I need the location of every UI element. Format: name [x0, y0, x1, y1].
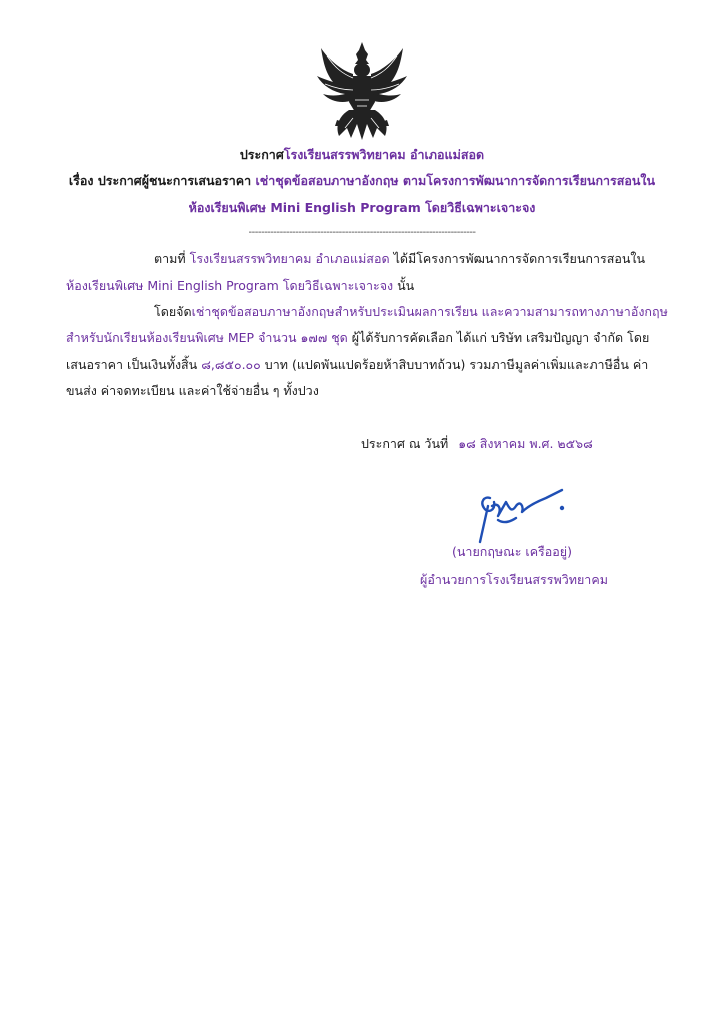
p2-line2-rest: ผู้ได้รับการคัดเลือก ได้แก่ บริษัท เสริมปัญญา จำกัด โดย — [351, 330, 650, 345]
announcement-date — [361, 434, 593, 454]
p1-line2-end: นั้น — [397, 278, 415, 293]
announcement-title — [0, 145, 724, 165]
p1-line2-purple: ห้องเรียนพิเศษ Mini English Program โดยวิธีเฉพาะเจาะจง — [66, 278, 394, 293]
p2-item: เช่าชุดข้อสอบภาษาอังกฤษสำหรับประเมินผลการเรียน และความสามารถทางภาษาอังกฤษ — [191, 304, 668, 319]
p1-rest: ได้มีโครงการพัฒนาการจัดการเรียนการสอนใน — [393, 251, 646, 266]
p2-lead: โดยจัด — [154, 304, 192, 319]
garuda-emblem-icon — [313, 40, 411, 142]
date-value: ๑๘ สิงหาคม พ.ศ. ๒๕๖๘ — [458, 436, 593, 451]
paragraph-2-line-4: ขนส่ง ค่าจดทะเบียน และค่าใช้จ่ายอื่น ๆ ทั้งปวง — [66, 383, 319, 398]
subject-text-1: เช่าชุดข้อสอบภาษาอังกฤษ ตามโครงการพัฒนาการจัดการเรียนการสอนใน — [255, 173, 656, 188]
paragraph-2-line-1 — [154, 302, 668, 322]
signature-icon — [470, 484, 570, 546]
p2-line3-rest: บาท (แปดพันแปดร้อยห้าสิบบาทถ้วน) รวมภาษีมูลค่าเพิ่มและภาษีอื่น ค่า — [264, 357, 649, 372]
p2-line3-lead: เสนอราคา เป็นเงินทั้งสิ้น — [66, 357, 198, 372]
paragraph-1-line-2 — [66, 276, 414, 296]
subject-text-2: ห้องเรียนพิเศษ Mini English Program โดยวิธีเฉพาะเจาะจง — [188, 200, 536, 215]
p1-lead: ตามที่ — [154, 251, 186, 266]
signatory-position: ผู้อำนวยการโรงเรียนสรรพวิทยาคม — [420, 572, 608, 587]
title-prefix: ประกาศ — [239, 147, 284, 162]
paragraph-2-line-3 — [66, 355, 648, 375]
divider: ------------------------------------------------------------------------- — [248, 227, 476, 238]
announcement-subject — [0, 171, 724, 191]
paragraph-1-line-1 — [154, 249, 645, 269]
subject-label: เรื่อง ประกาศผู้ชนะการเสนอราคา — [68, 173, 252, 188]
date-label: ประกาศ ณ วันที่ — [361, 436, 449, 451]
title-school: โรงเรียนสรรพวิทยาคม อำเภอแม่สอด — [283, 147, 485, 162]
p1-school: โรงเรียนสรรพวิทยาคม อำเภอแม่สอด — [189, 251, 390, 266]
p2-line3-amount: ๘,๘๕๐.๐๐ — [201, 357, 261, 372]
p2-line2-purple: สำหรับนักเรียนห้องเรียนพิเศษ MEP จำนวน ๑๗๗ ชุด — [66, 330, 348, 345]
signatory-name: (นายกฤษณะ เครืออยู่) — [452, 544, 572, 559]
paragraph-2-line-2 — [66, 328, 649, 348]
